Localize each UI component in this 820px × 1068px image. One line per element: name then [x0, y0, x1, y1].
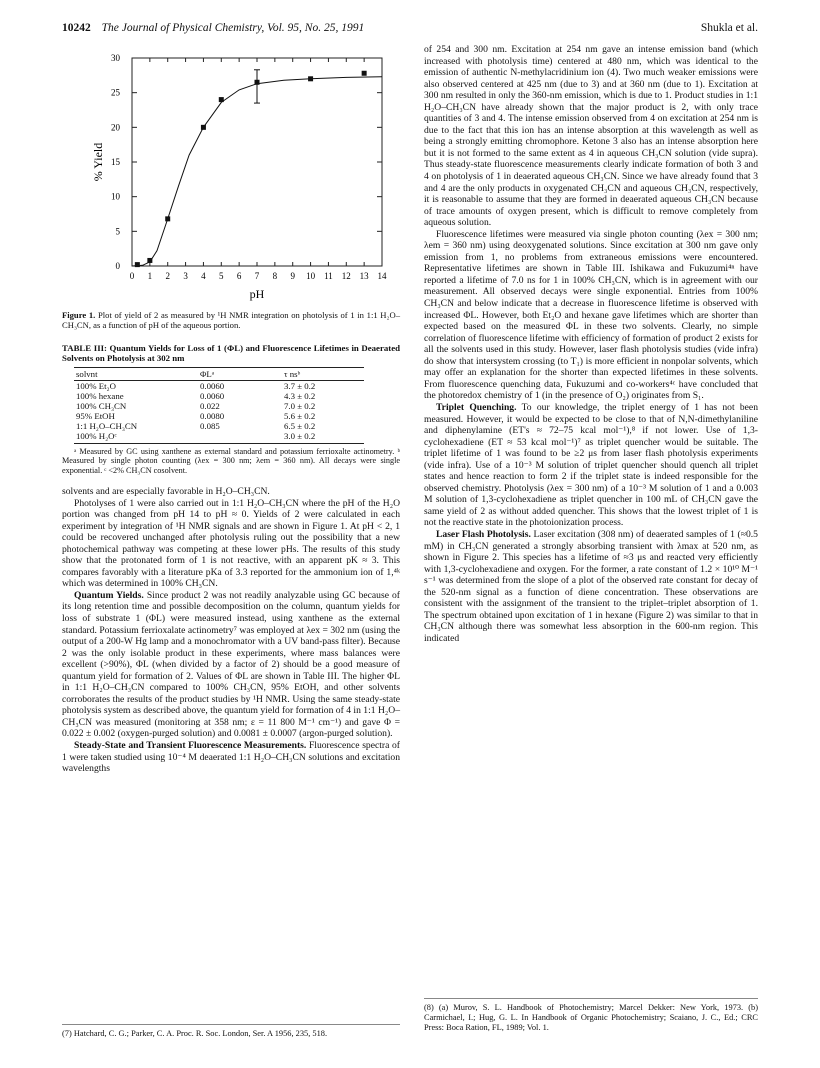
figure-1 [62, 44, 400, 306]
table-cell: 100% hexane [76, 390, 124, 401]
table-cell: 0.0060 [200, 390, 225, 401]
x-tick-label: 10 [306, 271, 316, 281]
x-tick-label: 12 [341, 271, 351, 281]
left-paragraph-2: Photolyses of 1 were also carried out in 1:1 H₂O–CH₃CN where the pH of the H₂O portion was changed from pH 14 to pH ≈ 0. Yields of 2 were calculated in each experiment by integration of ¹H NMR signals and are shown in Figure 1. At pH < 2, 1 could be recovered unchanged after photolysis ruling out the possibility that a new photochemical pathway was competing at these lower pHs. The results of this study show that the protonated form of 1 is not reactive, with an apparent pK ≈ 3. This compares favorably with a literature pKa of 3.3 reported for the ammonium ion of 1,⁴ᵏ which was determined in 100% CH₃CN. [62, 497, 400, 590]
data-point [135, 262, 140, 267]
section-heading-fluorescence: Steady-State and Transient Fluorescence Measurements. [74, 740, 307, 752]
table-header-cell: solvnt [74, 367, 198, 380]
page-number: 10242 [62, 22, 91, 34]
y-tick-label: 5 [115, 226, 120, 237]
left-paragraph-4 [62, 740, 400, 775]
table-row [74, 391, 364, 401]
x-tick-label: 0 [129, 271, 135, 281]
table-cell: 3.0 ± 0.2 [282, 431, 364, 444]
right-paragraph-2: Fluorescence lifetimes were measured via single photon counting (λex = 300 nm; λem = 360 nm) using deoxygenated solutions. Since excitation at 300 nm gave only emission from 1, no problems from extraneous emissions were encountered. Representative lifetimes are shown in Table III. Ishikawa and Fukuzumi⁴ⁿ have reported a lifetime of 7.0 ns for 1 in 100% CH₃CN, which is in agreement with our measurement. All observed decays were single exponential. Entries from 100% CH₃CN and below indicate that a decrease in fluorescence lifetime is observed with increased ΦL. However, both Et₂O and hexane gave lifetimes which are shorter than expected based on the measured ΦL in these two solvents. Clearly, no simple correlation of fluorescence lifetime with efficiency of formation of product 2 exists for all the solvents used in this study. However, laser flash photolysis studies (vide infra) do show that intersystem crossing (to T₁) is more efficient in nonpolar solvents, which may offer an explanation for the shorter than expected lifetimes in these solvents. From fluorescence quenching data, Fukuzumi and co-workers⁴ᶜ have concluded that the photoredox chemistry of 1 (in the presence of O₂) originates from S₁. [424, 228, 758, 402]
paragraph-text: To our knowledge, the triplet energy of 1 has not been measured. However, it would be expected to be close to that of N,N-dimethylaniline and diphenylamine (ET's ≈ 72–75 kcal mol⁻¹),⁸ if not lower. Use of 1,3-cyclohexadiene (ET ≈ 53 kcal mol⁻¹)⁷ as triplet quencher would be suitable. The triplet lifetime of 1 was found to be ≥2 μs from laser flash photolysis experiments (vide infra). Use of a 10⁻³ M solution of triplet quencher should quench all triplet states and hence reaction to form 2 if the triplet state is indeed responsible for the observed chemistry. Photolysis (λex = 300 nm) of a 10⁻³ M solution of 1 and a 0.003 M solution of 1,3-cyclohexadiene as triplet quencher in 100 mL of CH₃CN gave the same yield of 2 as without added quencher. This shows that the lowest triplet of 1 is not the reactive state in the photoionization process. [424, 401, 758, 529]
data-point [255, 80, 260, 85]
table-row [74, 380, 364, 391]
figure-1-label: Figure 1. [62, 310, 96, 320]
table-cell: 0.022 [200, 400, 220, 411]
table-row [74, 411, 364, 421]
table-row [74, 431, 364, 444]
table-cell: 0.0060 [200, 380, 225, 391]
footnote-8: (8) (a) Murov, S. L. Handbook of Photochemistry; Marcel Dekker: New York, 1973. (b) Carmichael, I.; Hug, G. L. In Handbook of Organic Photochemistry; Scaiano, J. C., Ed.; CRC Press: Boca Ration, FL, 1989; Vol. 1. [424, 998, 758, 1033]
yield-vs-ph-chart [62, 44, 400, 306]
x-tick-label: 3 [183, 271, 188, 281]
x-tick-label: 4 [201, 271, 206, 281]
x-tick-label: 7 [254, 271, 260, 281]
y-tick-label: 20 [111, 122, 120, 133]
figure-1-caption [62, 310, 400, 331]
y-tick-label: 25 [111, 87, 120, 98]
right-paragraph-1: of 254 and 300 nm. Excitation at 254 nm gave an intense emission band (which increased with photolysis time) centered at 480 nm, which was identical to the emission of authentic N-methylacridinium ion (4). Two much weaker emissions were also observed centered at 425 nm (due to 3) and at 360 nm (due to 1). Excitation at 300 nm resulted in only the 360-nm emission, which is due to 1. Product studies in 1:1 H₂O–CH₃CN have already shown that the major product is 2, with only trace quantities of 3 and 4. The intense emission observed from 4 on excitation at 254 nm is due to the fact that this ion has an intense absorption at this wavelength as well as being a strongly emitting chromophore. Ketone 3 also has an intense absorption here but it is not formed to the same extent as 4 in aqueous CH₃CN solution (vide supra). Thus steady-state fluorescence measurements clearly indicate formation of both 3 and 4 on photolysis of 1 in deaerated aqueous CH₃CN. Since we have already found that 3 and 4 are the only products in oxygenated CH₃CN and aqueous CH₃CN, respectively, it is reasonable to assume that they are formed in deaerated aqueous CH₃CN because of trace amounts of oxygen present, which is difficult to remove completely from aqueous solution. [424, 44, 758, 229]
table-3-footnotes [62, 447, 400, 476]
table-cell: 0.085 [200, 420, 220, 431]
table-row [74, 401, 364, 411]
table-cell: 100% Et₂O [76, 380, 116, 391]
table-cell: 100% CH₃CN [76, 400, 127, 411]
footnote-7: (7) Hatchard, C. G.; Parker, C. A. Proc. R. Soc. London, Ser. A 1956, 235, 518. [62, 1024, 400, 1039]
table-cell: 0.0080 [200, 410, 225, 421]
x-tick-label: 13 [359, 271, 369, 281]
data-point [362, 71, 367, 76]
section-heading-triplet-quenching: Triplet Quenching. [436, 401, 517, 413]
table-header-cell: ΦLᵃ [198, 367, 282, 380]
table-cell: 6.5 ± 0.2 [284, 420, 316, 431]
y-axis-label: % Yield [91, 142, 105, 182]
journal-citation: The Journal of Physical Chemistry, Vol. 95, No. 25, 1991 [101, 22, 365, 34]
x-axis-label: pH [249, 287, 265, 301]
table-header-cell: τ nsᵇ [282, 367, 364, 380]
table-cell: 100% H₂Oᶜ [74, 431, 198, 444]
x-tick-label: 6 [236, 271, 242, 281]
section-heading-laser-flash: Laser Flash Photolysis. [436, 528, 531, 540]
table-row [74, 421, 364, 431]
paragraph-text: Fluorescence spectra of 1 were taken studied using 10⁻⁴ M deaerated 1:1 H₂O–CH₃CN solutions and excitation wavelengths [62, 740, 400, 775]
paragraph-text: Since product 2 was not readily analyzable using GC because of its long retention time and possible decomposition on the column, quantum yields for loss of substrate 1 (ΦL) were measured instead, using xanthene as the external standard. Potassium ferrioxalate actinometry⁷ was employed at λex = 302 nm (using the output of a 200-W Hg lamp and a monochromator with a UV band-pass filter). Because 2 was the only isolable product in these experiments, where mass balances were excellent (>90%), ΦL (when divided by a factor of 2) should be a good measure of quantum yield for formation of 2. Values of ΦL are shown in Table III. The higher ΦL in 1:1 H₂O–CH₃CN compared to 100% CH₃CN, 95% EtOH, and other solvents corroborates the results of the product studies by ¹H NMR. Using the same steady-state photolysis system as described above, the quantum yield for formation of 4 in 1:1 H₂O–CH₃CN was measured (monitoring at 358 nm; ε = 11 800 M⁻¹ cm⁻¹) and gave Φ = 0.022 ± 0.002 (oxygen-purged solution) and 0.0081 ± 0.0007 (argon-purged solution). [62, 589, 400, 740]
y-tick-label: 15 [111, 157, 120, 167]
x-tick-label: 5 [219, 271, 224, 281]
x-tick-label: 9 [290, 271, 295, 281]
table-3-notes: ᵃ Measured by GC using xanthene as external standard and potassium ferrioxalte actinometry. ᵇ Measured by single photon counting (λex = 300 nm; λem = 360 nm). All decays were single exponential. ᶜ <2% CH₃CN cosolvent. [62, 446, 400, 476]
table-cell: 1:1 H₂O–CH₃CN [76, 420, 138, 431]
x-tick-label: 14 [377, 271, 387, 281]
section-heading-quantum-yields: Quantum Yields. [74, 589, 144, 601]
data-point [165, 216, 170, 221]
table-header-row [74, 367, 364, 380]
table-cell: 3.7 ± 0.2 [284, 380, 316, 391]
y-tick-label: 0 [115, 261, 120, 271]
right-paragraph-4 [424, 529, 758, 644]
running-header [62, 22, 758, 38]
right-paragraph-3 [424, 402, 758, 529]
table-cell: 95% EtOH [76, 410, 115, 421]
table-cell [198, 431, 282, 444]
data-point [201, 125, 206, 130]
x-tick-label: 2 [165, 271, 170, 281]
y-tick-label: 30 [111, 53, 120, 63]
right-column [424, 44, 758, 644]
x-tick-label: 11 [324, 271, 333, 281]
table-3-title: TABLE III: Quantum Yields for Loss of 1 (ΦL) and Fluorescence Lifetimes in Deaerated Solvents on Photolysis at 302 nm [62, 342, 400, 364]
left-column [62, 44, 400, 775]
running-authors: Shukla et al. [700, 22, 758, 34]
left-paragraph-3 [62, 590, 400, 740]
y-tick-label: 10 [111, 191, 120, 202]
data-point [219, 97, 224, 102]
table-cell: 4.3 ± 0.2 [284, 390, 316, 401]
x-tick-label: 1 [147, 271, 153, 281]
data-point [308, 76, 313, 81]
x-tick-label: 8 [272, 271, 278, 281]
paragraph-text: Laser excitation (308 nm) of deaerated samples of 1 (≈0.5 mM) in CH₃CN generated a strongly absorbing transient with λmax at 520 nm, as shown in Figure 2. This species has a lifetime of ≈3 μs and reacted very efficiently with 1,3-cyclohexadiene and oxygen. For the former, a rate constant of 1.2 × 10¹⁰ M⁻¹ s⁻¹ was determined from the slope of a plot of the observed rate constant for decay of the 520-nm signal as a function of diene concentration. These observations are consistent with the assignment of the transient to the triplet–triplet absorption of 1. The spectrum obtained upon excitation of 1 in hexane (Figure 2) was similar to that in CH₃CN although there was somewhat less absorption in the 600-nm region. This indicated [424, 528, 758, 644]
table-3 [74, 367, 364, 444]
fit-curve [132, 77, 382, 266]
table-cell: 5.6 ± 0.2 [284, 410, 316, 421]
left-paragraph-1: solvents and are especially favorable in H₂O–CH₃CN. [62, 485, 270, 497]
table-cell: 7.0 ± 0.2 [284, 400, 316, 411]
data-point [147, 258, 152, 263]
figure-1-caption-text: Plot of yield of 2 as measured by ¹H NMR integration on photolysis of 1 in 1:1 H₂O–CH₃CN, as a function of pH of the aqueous portion. [62, 310, 401, 331]
